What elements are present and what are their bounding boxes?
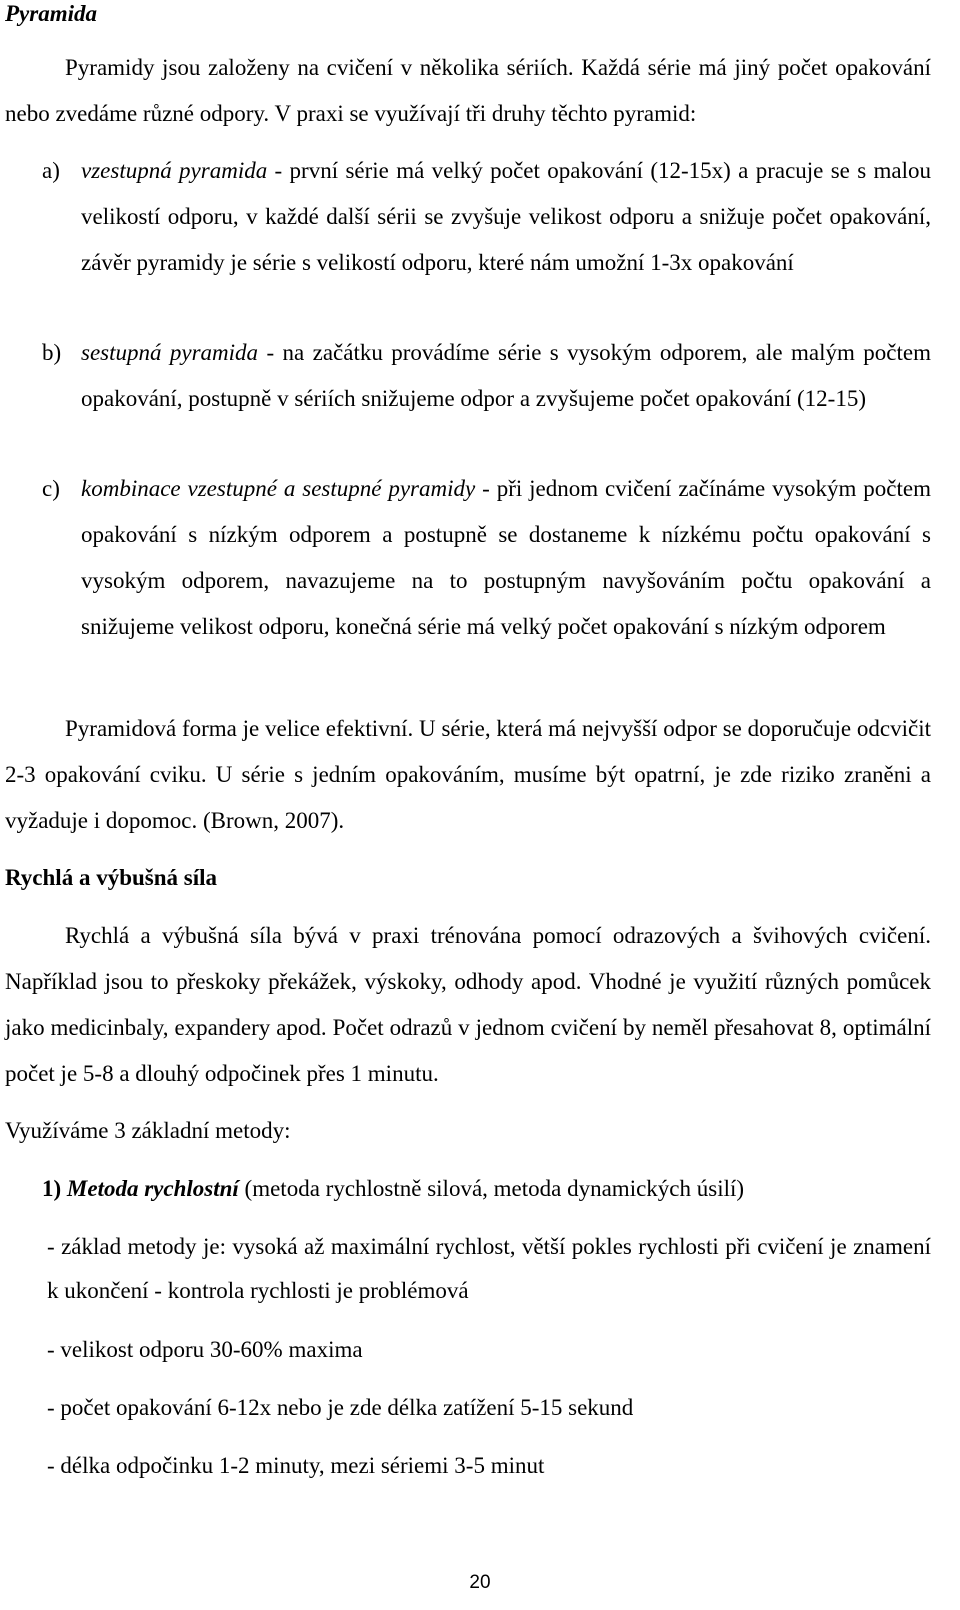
list-marker: a) — [42, 158, 60, 183]
list-item-term: sestupná pyramida — [81, 340, 259, 365]
page-number: 20 — [469, 1572, 491, 1593]
list-item-a — [42, 148, 931, 286]
method-point: - délka odpočinku 1-2 minuty, mezi sériemi 3-5 minut — [47, 1453, 545, 1478]
method-subtitle: (metoda rychlostně silová, metoda dynamických úsilí) — [238, 1176, 745, 1201]
list-item-body — [81, 466, 931, 650]
method-point: - počet opakování 6-12x nebo je zde délka zatížení 5-15 sekund — [47, 1395, 634, 1420]
method-heading — [42, 1175, 744, 1203]
list-marker: c) — [42, 476, 60, 501]
method-point: - velikost odporu 30-60% maxima — [47, 1337, 363, 1362]
list-item-text: - na začátku provádíme série s vysokým odporem, ale malým počtem opakování, postupně v sériích snižujeme odpor a zvyšujeme počet opakování (12-15) — [81, 340, 931, 411]
method-name: Metoda rychlostní — [66, 1176, 239, 1201]
pyramid-closing-paragraph: Pyramidová forma je velice efektivní. U série, která má nejvyšší odpor se doporučuje odcvičit 2-3 opakování cviku. U série s jedním opakováním, musíme být opatrní, je zde riziko zraněni a vyžaduje i dopomoc. (Brown, 2007). — [5, 716, 931, 833]
explosive-intro-paragraph: Rychlá a výbušná síla bývá v praxi trénována pomocí odrazových a švihových cvičení. Například jsou to přeskoky překážek, výskoky, odhody apod. Vhodné je využití různých pomůcek jako medicinbaly, expandery apod. Počet odrazů v jednom cvičení by neměl přesahovat 8, optimální počet je 5-8 a dlouhý odpočinek přes 1 minutu. — [5, 923, 931, 1086]
method-number: 1) — [42, 1176, 62, 1201]
method-point: - základ metody je: vysoká až maximální rychlost, větší pokles rychlosti při cvičení je znamení k ukončení - kontrola rychlosti je problémová — [47, 1234, 931, 1303]
list-item-b — [42, 330, 931, 422]
list-item-term: vzestupná pyramida — [81, 158, 268, 183]
list-item-body — [81, 330, 931, 422]
list-marker: b) — [42, 340, 62, 365]
list-item-text: - první série má velký počet opakování (12-15x) a pracuje se s malou velikostí odporu, v každé další sérii se zvyšuje velikost odporu a snižuje počet opakování, závěr pyramidy je série s velikostí odporu, které nám umožní 1-3x opakování — [81, 158, 931, 275]
list-item-c — [42, 466, 931, 650]
list-item-term: kombinace vzestupné a sestupné pyramidy — [81, 476, 476, 501]
methods-intro: Využíváme 3 základní metody: — [5, 1118, 291, 1143]
list-item-text: - při jednom cvičení začínáme vysokým počtem opakování s nízkým odporem a postupně se dostaneme k nízkému počtu opakování s vysokým odporem, navazujeme na to postupným navyšováním počtu opakování a snižujeme velikost odporu, konečná série má velký počet opakování s nízkým odporem — [81, 476, 932, 639]
pyramid-intro-paragraph: Pyramidy jsou založeny na cvičení v několika sériích. Každá série má jiný počet opakování nebo zvedáme různé odpory. V praxi se využívají tři druhy těchto pyramid: — [5, 55, 931, 126]
list-item-body — [81, 148, 931, 286]
section-heading-pyramida: Pyramida — [5, 1, 97, 26]
section-heading-rychla-sila: Rychlá a výbušná síla — [5, 865, 217, 890]
